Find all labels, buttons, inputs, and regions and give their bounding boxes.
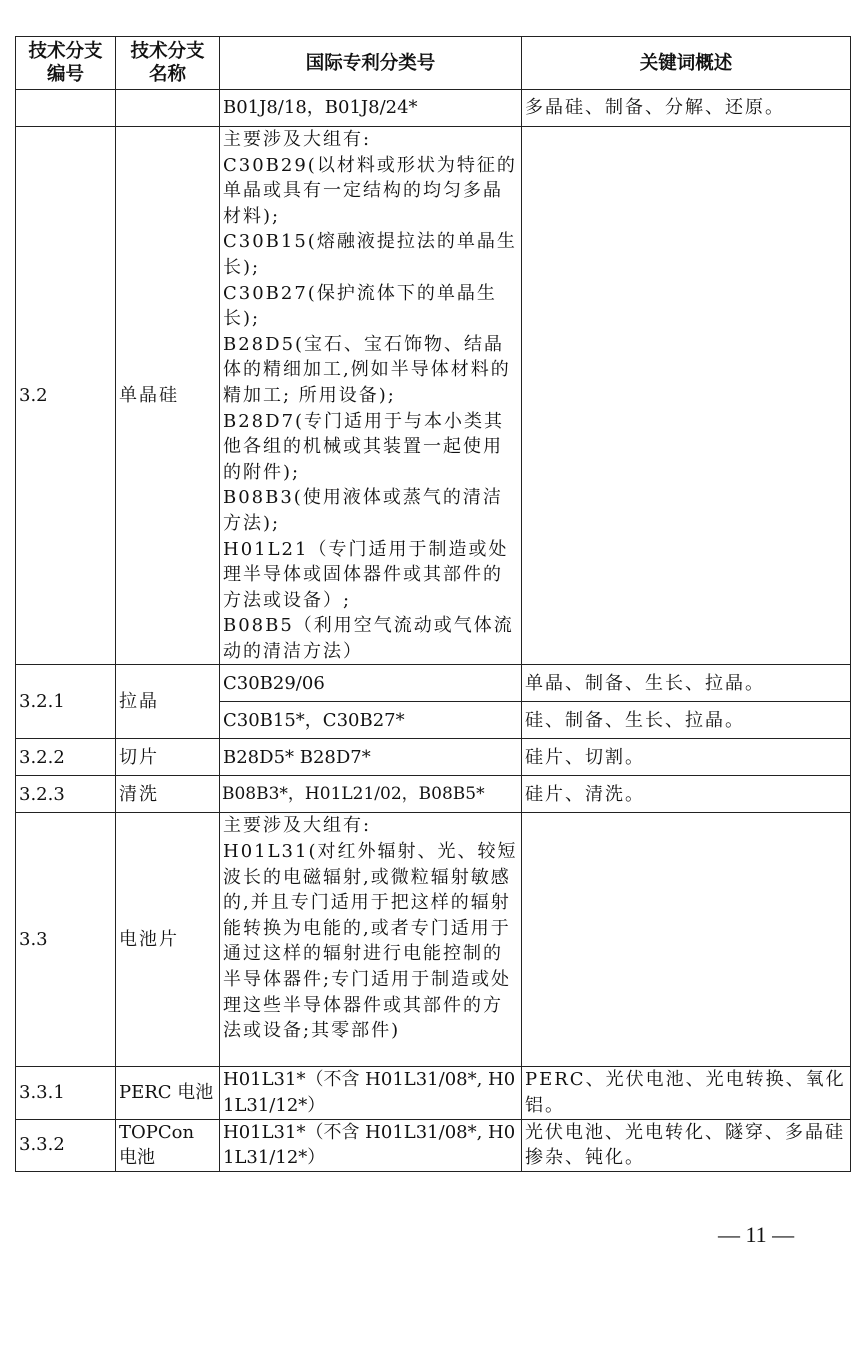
cell-ipc: B28D5* B28D7* — [220, 739, 522, 776]
cell-ipc — [220, 127, 522, 665]
table-row — [16, 776, 851, 813]
ipc-groups-text: 主要涉及大组有: H01L31(对红外辐射、光、较短波长的电磁辐射,或微粒辐射敏感的,并且专门适用于把这样的辐射能转换为电能的,或者专门适用于通过这样的辐射进行电能控制的半导体器件;专门适用于制造或处理这些半导体器件或其部件的方法或设备;其零部件) — [223, 815, 518, 1042]
cell-code: 3.3.2 — [16, 1119, 116, 1171]
cell-name: 切片 — [116, 739, 220, 776]
patent-classification-table — [15, 36, 851, 1172]
cell-keywords: 硅、制备、生长、拉晶。 — [522, 702, 851, 739]
cell-code: 3.2.2 — [16, 739, 116, 776]
cell-keywords: PERC、光伏电池、光电转换、氧化铝。 — [522, 1067, 851, 1119]
cell-keywords — [522, 127, 851, 665]
table-row — [16, 1067, 851, 1119]
table-row — [16, 813, 851, 1067]
cell-name: 电池片 — [116, 813, 220, 1067]
cell-keywords — [522, 813, 851, 1067]
table-row — [16, 665, 851, 702]
header-keywords: 关键词概述 — [522, 37, 851, 90]
cell-code — [16, 90, 116, 127]
cell-keywords: 硅片、清洗。 — [522, 776, 851, 813]
cell-keywords: 单晶、制备、生长、拉晶。 — [522, 665, 851, 702]
cell-keywords: 多晶硅、制备、分解、还原。 — [522, 90, 851, 127]
cell-ipc: B08B3*，H01L21/02，B08B5* — [220, 776, 522, 813]
cell-ipc — [220, 813, 522, 1067]
header-branch-name: 技术分支 名称 — [116, 37, 220, 90]
cell-name: 拉晶 — [116, 665, 220, 739]
cell-code: 3.3 — [16, 813, 116, 1067]
cell-code: 3.3.1 — [16, 1067, 116, 1119]
cell-code: 3.2 — [16, 127, 116, 665]
cell-ipc: C30B15*，C30B27* — [220, 702, 522, 739]
cell-name — [116, 90, 220, 127]
table-row — [16, 739, 851, 776]
cell-code: 3.2.1 — [16, 665, 116, 739]
table-row — [16, 90, 851, 127]
cell-keywords: 光伏电池、光电转化、隧穿、多晶硅掺杂、钝化。 — [522, 1119, 851, 1171]
cell-name: TOPCon 电池 — [116, 1119, 220, 1171]
header-branch-code: 技术分支 编号 — [16, 37, 116, 90]
header-ipc: 国际专利分类号 — [220, 37, 522, 90]
table-row — [16, 127, 851, 665]
cell-name: 单晶硅 — [116, 127, 220, 665]
cell-ipc: H01L31*（不含 H01L31/08*, H01L31/12*） — [220, 1119, 522, 1171]
ipc-groups-text: 主要涉及大组有: C30B29(以材料或形状为特征的单晶或具有一定结构的均匀多晶材料); C30B15(熔融液提拉法的单晶生长); C30B27(保护流体下的单晶生长); B28D5(宝石、宝石饰物、结晶体的精细加工,例如半导体材料的精加工; 所用设备); B28D7(专门适用于与本小类其他各组的机械或其装置一起使用的附件); B08B3(使用液体或蒸气的清洁方法); H01L21（专门适用于制造或处理半导体或固体器件或其部件的方法或设备）; B08B5（利用空气流动或气体流动的清洁方法） — [223, 129, 517, 662]
cell-name: 清洗 — [116, 776, 220, 813]
cell-name: PERC 电池 — [116, 1067, 220, 1119]
cell-ipc: C30B29/06 — [220, 665, 522, 702]
cell-ipc: B01J8/18，B01J8/24* — [220, 90, 522, 127]
page-number: — 11 — — [718, 1222, 795, 1247]
table-header-row — [16, 37, 851, 90]
cell-keywords: 硅片、切割。 — [522, 739, 851, 776]
cell-code: 3.2.3 — [16, 776, 116, 813]
cell-ipc: H01L31*（不含 H01L31/08*, H01L31/12*） — [220, 1067, 522, 1119]
table-row — [16, 1119, 851, 1171]
